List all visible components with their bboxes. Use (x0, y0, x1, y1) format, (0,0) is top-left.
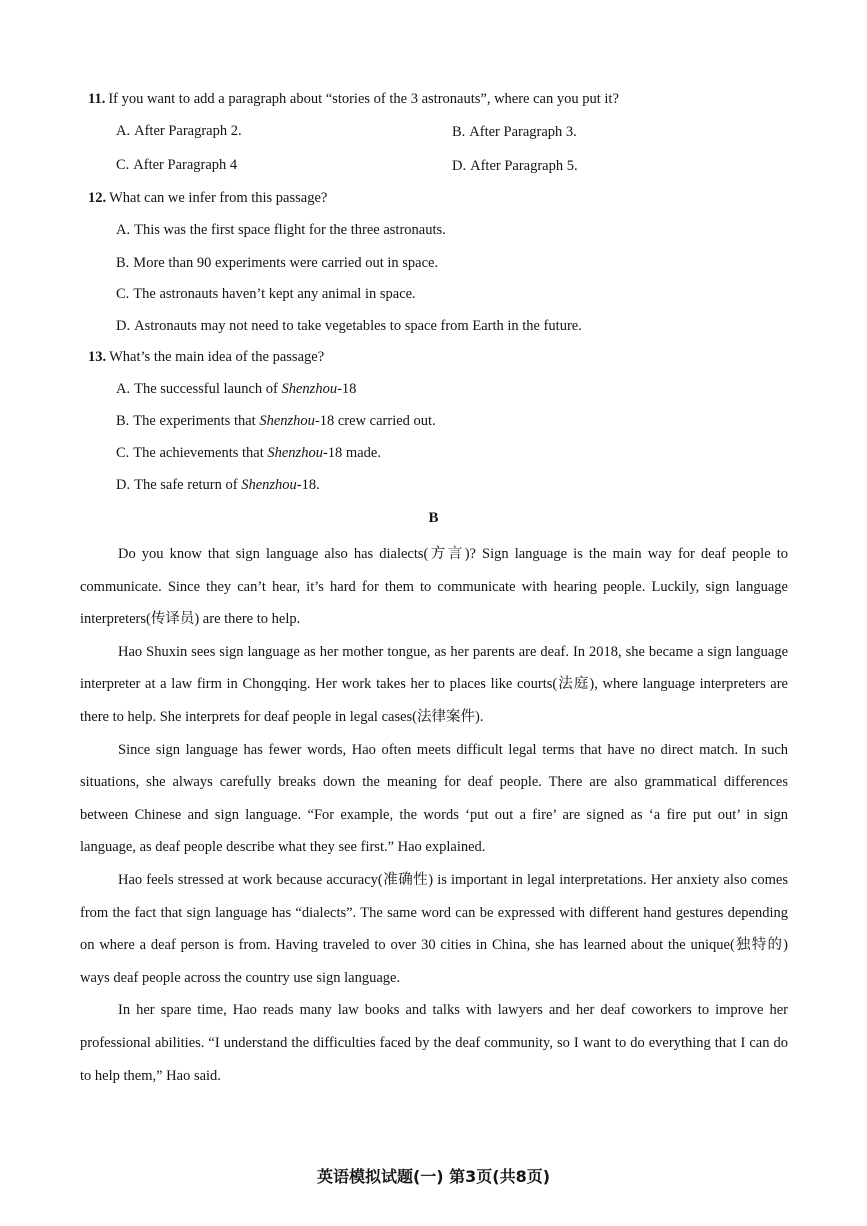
passage-paragraph-2: Hao Shuxin sees sign language as her mother tongue, as her parents are deaf. In 2018, she became a sign language interpreter at a law firm in Chongqing. Her work takes her to places like courts(法庭), where language interpreters are there to help. She interprets for deaf people in legal cases(法律案件). (80, 643, 788, 725)
reading-passage (80, 538, 788, 1092)
option-text: After Paragraph 4 (133, 157, 238, 173)
spacecraft-name: Shenzhou (259, 413, 315, 429)
option-13-b (116, 411, 436, 431)
option-letter: A. (116, 222, 131, 238)
option-letter: C. (116, 157, 130, 173)
spacecraft-name: Shenzhou (281, 381, 338, 397)
spacecraft-name: Shenzhou (241, 477, 297, 493)
option-11-d (452, 156, 578, 176)
option-letter: C. (116, 445, 130, 461)
option-letter: A. (116, 123, 131, 139)
option-text-suffix: -18 made. (322, 445, 381, 461)
passage-paragraph-3: Since sign language has fewer words, Hao often meets difficult legal terms that have no direct match. In such situations, she always carefully breaks down the meaning for deaf people. There are also grammatical differences between Chinese and sign language. “For example, the words ‘put out a fire’ are signed as ‘a fire put out’ in sign language, as deaf people describe what they see first.” Hao explained. (80, 741, 788, 856)
option-text: After Paragraph 2. (134, 123, 242, 139)
option-11-b (452, 122, 577, 142)
passage-paragraph-5: In her spare time, Hao reads many law books and talks with lawyers and her deaf coworkers to improve her professional abilities. “I understand the difficulties faced by the deaf community, so I want to do everything that I can do to help them,” Hao said. (80, 1002, 788, 1084)
option-text: The astronauts haven’t kept any animal in space. (133, 286, 416, 302)
option-text: The safe return of (134, 477, 242, 493)
question-number: 11. (88, 91, 106, 107)
option-text: The achievements that (133, 445, 268, 461)
option-text-suffix: -18 crew carried out. (314, 413, 436, 429)
question-text: What’s the main idea of the passage? (109, 349, 325, 365)
question-11-stem (88, 89, 619, 109)
option-letter: D. (452, 158, 467, 174)
option-text: After Paragraph 3. (469, 124, 577, 140)
option-text: The successful launch of (134, 381, 282, 397)
option-text: After Paragraph 5. (470, 158, 578, 174)
option-11-c (116, 155, 237, 175)
passage-paragraph-1: Do you know that sign language also has dialects(方言)? Sign language is the main way for deaf people to communicate. Since they can’t hear, it’s hard for them to communicate with hearing people. Luckily, sign language interpreters(传译员) are there to help. (80, 546, 788, 628)
question-13-stem (88, 347, 324, 367)
option-13-c (116, 443, 381, 463)
page-footer: 英语模拟试题(一) 第3页(共8页) (316, 1167, 551, 1186)
option-12-a (116, 220, 446, 240)
option-letter: C. (116, 286, 130, 302)
question-text: If you want to add a paragraph about “stories of the 3 astronauts”, where can you put it? (108, 91, 619, 107)
option-letter: D. (116, 477, 131, 493)
option-12-c (116, 284, 416, 304)
option-letter: A. (116, 381, 131, 397)
option-letter: B. (116, 413, 130, 429)
option-letter: D. (116, 318, 131, 334)
question-text: What can we infer from this passage? (109, 190, 328, 206)
option-13-a (116, 379, 356, 399)
option-11-a (116, 121, 242, 141)
option-text: This was the first space flight for the three astronauts. (134, 222, 446, 238)
option-letter: B. (116, 255, 130, 271)
option-text: More than 90 experiments were carried out in space. (133, 255, 439, 271)
question-number: 12. (88, 190, 107, 206)
option-text: Astronauts may not need to take vegetables to space from Earth in the future. (134, 318, 582, 334)
option-text-suffix: -18. (296, 477, 320, 493)
question-12-stem (88, 188, 327, 208)
section-title: B (428, 510, 439, 526)
option-text: The experiments that (133, 413, 260, 429)
option-13-d (116, 475, 320, 495)
option-12-d (116, 316, 582, 336)
passage-paragraph-4: Hao feels stressed at work because accuracy(准确性) is important in legal interpretations. Her anxiety also comes from the fact that sign language has “dialects”. The same word can be expressed with different hand gestures depending on where a deaf person is from. Having traveled to over 30 cities in China, she has learned about the unique(独特的) ways deaf people across the country use sign language. (80, 871, 788, 986)
question-number: 13. (88, 349, 107, 365)
spacecraft-name: Shenzhou (267, 445, 323, 461)
option-text-suffix: -18 (337, 381, 357, 397)
option-letter: B. (452, 124, 466, 140)
option-12-b (116, 253, 438, 273)
